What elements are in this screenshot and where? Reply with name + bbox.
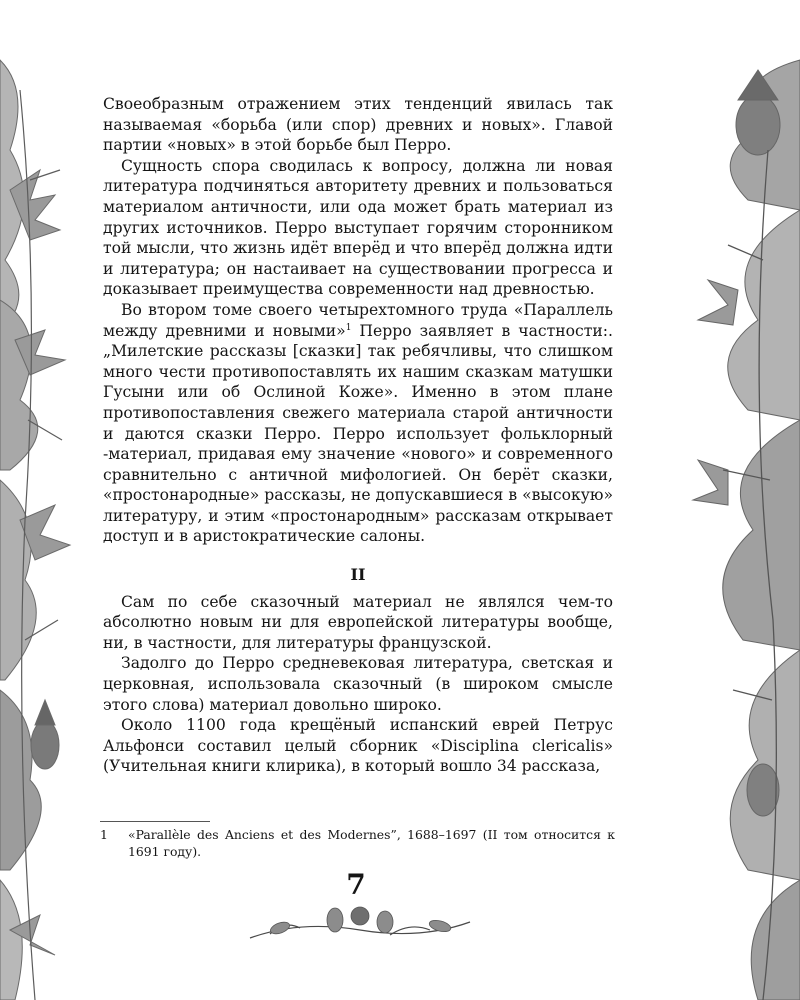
footnote-reference: 1 <box>345 322 352 333</box>
paragraph: Своеобразным отражением этих тенденций явилась так называемая «борьба (или спор) древних и новых». Главой партии «новых» в этой борьбе был Перро. <box>103 95 613 155</box>
footnote <box>100 826 615 860</box>
footnote-text: «Parallèle des Anciens et des Modernes”, 1688–1697 (II том относится к 1691 году). <box>128 827 615 859</box>
paragraph-part: Во втором томе своего четырехтомного труда «Параллель между древними и новыми» <box>103 300 613 340</box>
paragraph-part: Перро заявляет в частности:. „Милетские рассказы [сказки] так ребячливы, что слишком много чести противопоставлять их нашим сказкам матушки Гусыни или об Ослиной Коже». Именно в этом плане противопоставления свежего материала старой античности и даются сказки Перро. Перро использует фольклорный -материал, придавая ему значение «нового» и современного сравнительно с античной мифологией. Он берёт сказки, «простонародные» рассказы, не допускавшиеся в «высокую» литературу, и этим «простонародным» рассказам открывает доступ и в аристократические салоны. <box>103 321 614 546</box>
main-text <box>103 94 613 777</box>
paragraph: Около 1100 года крещёный испанский еврей Петрус Альфонси составил целый сборник «Disciplina clericalis» (Учительная книги клирика), в который вошло 34 рассказа, <box>103 716 613 776</box>
paragraph: Сам по себе сказочный материал не являлся чем-то абсолютно новым ни для европейской литературы вообще, ни, в частности, для литературы французской. <box>103 592 613 652</box>
paragraph: Сущность спора сводилась к вопросу, должна ли новая литература подчиняться авторитету древних и пользоваться материалом античности, или ода может брать материал из других источников. Перро выступает горячим сторонником той мысли, что жизнь идёт вперёд и что вперёд должна идти и литература; он настаивает на существовании прогресса и доказывает преимущества современности над древностью. <box>103 156 613 299</box>
paragraph: Задолго до Перро средневековая литература, светская и церковная, использовала сказочный (в широком смысле этого слова) материал довольно широко. <box>103 654 613 714</box>
section-heading: II <box>350 565 366 585</box>
footnote-divider <box>100 821 210 822</box>
right-thistle-ornament <box>688 0 800 1000</box>
footnote-marker: 1 <box>100 827 108 842</box>
paragraph <box>103 300 613 547</box>
left-thistle-ornament <box>0 0 82 1000</box>
page-number: 7 <box>346 868 366 901</box>
bottom-floral-ornament <box>240 900 480 950</box>
